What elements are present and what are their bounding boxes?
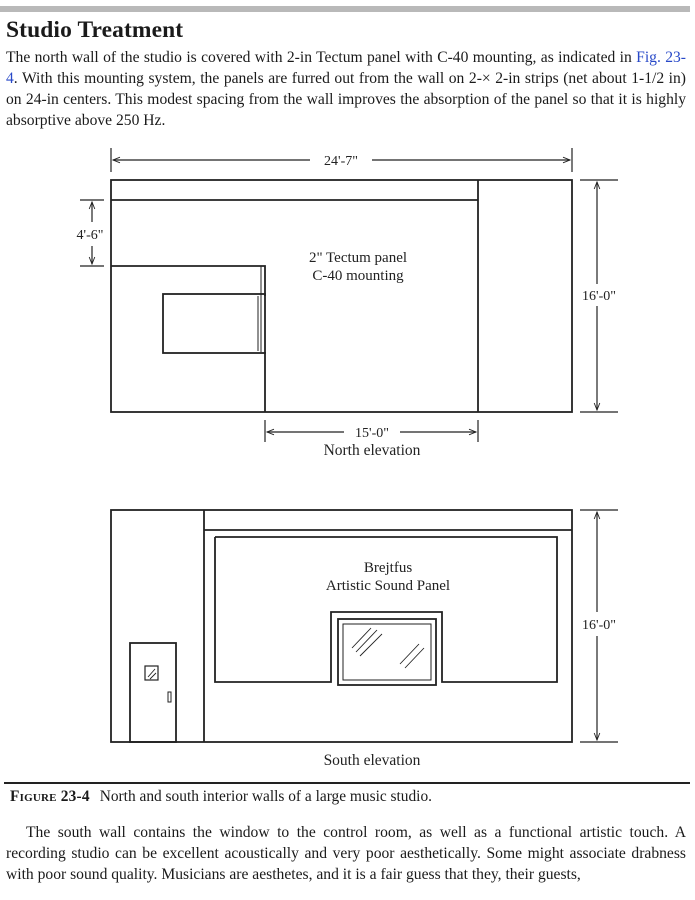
north-elevation-drawing	[80, 148, 618, 442]
north-width-dimension: 24'-7"	[324, 154, 358, 169]
figure-caption	[10, 787, 432, 807]
glass-reflection-icon	[352, 628, 424, 668]
mounting-label: C-40 mounting	[312, 268, 404, 284]
body-paragraph: The south wall contains the window to the control room, as well as a functional artistic touch. A recording studio can be excellent acoustically and very poor aesthetically. Some might associate drabness with poor sound quality. Musicians are aesthetes, and it is a fair guess that they, their guests,	[6, 824, 686, 883]
south-elevation-drawing	[111, 510, 618, 742]
artistic-sound-panel	[215, 537, 557, 682]
artistic-panel-label: Artistic Sound Panel	[325, 578, 451, 594]
north-wall-outline	[111, 180, 572, 412]
north-window	[163, 294, 265, 353]
north-elevation-label: North elevation	[323, 442, 421, 459]
caption-text: North and south interior walls of a large music studio.	[99, 788, 433, 805]
figure-reference-link[interactable]: Fig. 23-4	[6, 49, 686, 87]
caption-rule	[4, 782, 690, 784]
south-wall-outline	[111, 510, 572, 742]
south-height-dimension: 16'-0"	[582, 618, 616, 633]
north-bottom-dimension: 15'-0"	[355, 426, 389, 441]
panel-edge	[111, 266, 265, 296]
tectum-panel-label: 2" Tectum panel	[308, 250, 408, 266]
caption-label: Figure 23-4	[10, 788, 90, 805]
north-offset-dimension: 4'-6"	[76, 228, 104, 243]
paragraph-text: The north wall of the studio is covered with 2-in Tectum panel with C-40 mounting, as indicated in	[6, 49, 637, 66]
door-handle-icon	[168, 692, 171, 702]
brejtfus-label: Brejtfus	[363, 560, 413, 576]
paragraph-text: . With this mounting system, the panels are furred out from the wall on 2-× 2-in strips (net about 1-1/2 in) on 24-in centers. This modest spacing from the wall improves the absorption of the panel so that it is highly absorptive above 250 Hz.	[6, 70, 686, 129]
south-window	[338, 619, 436, 685]
section-heading: Studio Treatment	[6, 17, 184, 43]
south-elevation-label: South elevation	[323, 752, 421, 769]
north-height-dimension: 16'-0"	[582, 289, 616, 304]
